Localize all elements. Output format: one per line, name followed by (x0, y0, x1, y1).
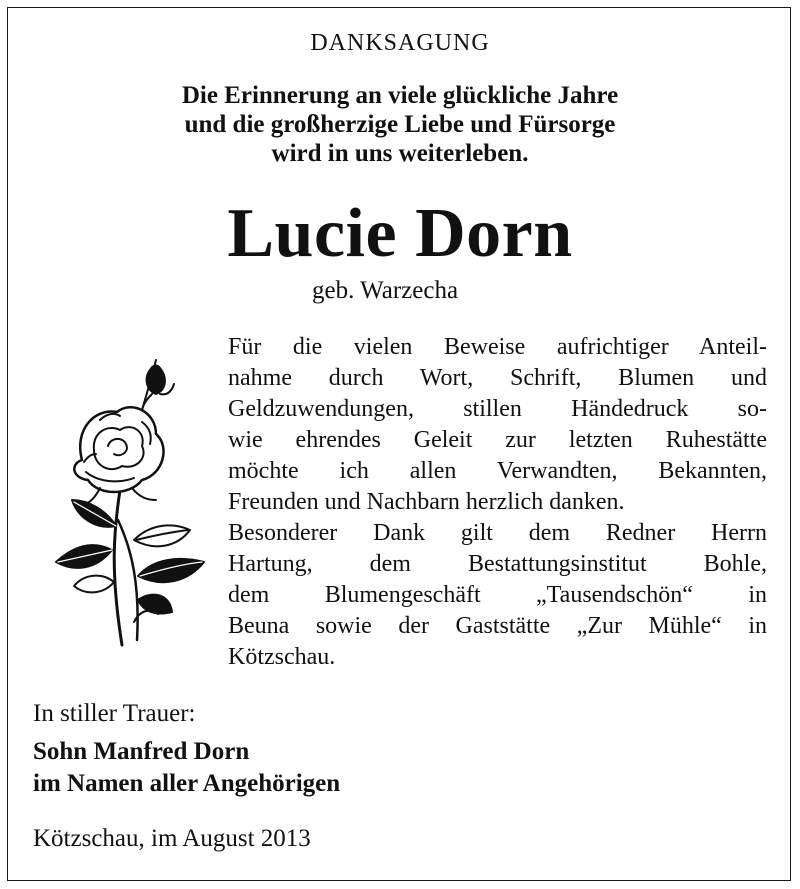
body-line-9: dem Blumengeschäft „Tausendschön“ in (228, 582, 767, 608)
signatory-line-1: Sohn Manfred Dorn (33, 738, 250, 765)
body-line-4: wie ehrendes Geleit zur letzten Ruhestätte (228, 427, 767, 453)
body-line-10: Beuna sowie der Gaststätte „Zur Mühle“ in (228, 613, 767, 639)
body-line-3: Geldzuwendungen, stillen Händedruck so- (228, 396, 767, 422)
motto-line-2: und die großherzige Liebe und Fürsorge (184, 111, 616, 138)
rose-icon (22, 350, 212, 650)
body-line-2: nahme durch Wort, Schrift, Blumen und (228, 365, 767, 391)
body-line-5: möchte ich allen Verwandten, Bekannten, (228, 458, 767, 484)
body-line-11: Kötzschau. (228, 644, 336, 670)
signatory-line-2: im Namen aller Angehörigen (33, 770, 341, 797)
motto-line-3: wird in uns weiterleben. (271, 140, 529, 167)
body-line-1: Für die vielen Beweise aufrichtiger Anteil- (228, 334, 767, 360)
deceased-name: Lucie Dorn (227, 195, 573, 272)
motto-line-1: Die Erinnerung an viele glückliche Jahre (181, 82, 619, 109)
body-line-7: Besonderer Dank gilt dem Redner Herrn (228, 520, 767, 546)
body-line-8: Hartung, dem Bestattungsinstitut Bohle, (228, 551, 767, 577)
place-date: Kötzschau, im August 2013 (33, 825, 311, 852)
mourning-label: In stiller Trauer: (33, 700, 196, 727)
body-line-6: Freunden und Nachbarn herzlich danken. (228, 489, 625, 515)
notice-heading: DANKSAGUNG (310, 30, 490, 56)
birth-name: geb. Warzecha (312, 277, 459, 304)
